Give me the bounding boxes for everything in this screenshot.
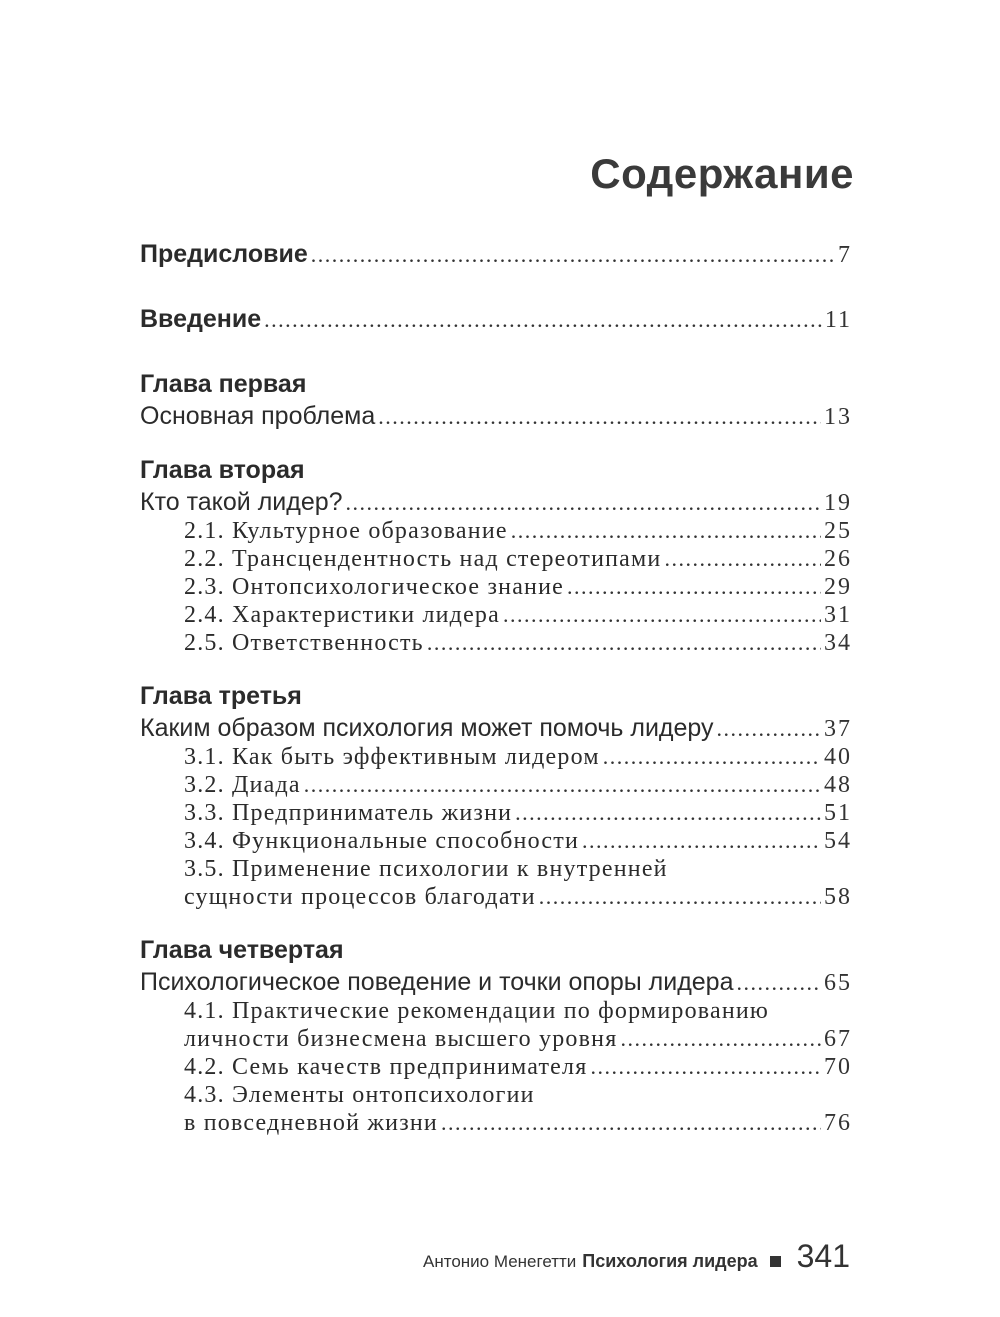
dot-leader (304, 772, 821, 798)
toc-subentry-first-line: 4.3. Элементы онтопсихологии (184, 1082, 535, 1108)
toc-entry-chapter[interactable] (140, 968, 852, 997)
toc-page-number: 40 (824, 744, 852, 770)
dot-leader (346, 490, 821, 516)
toc-page-number: 70 (824, 1054, 852, 1080)
dot-leader (515, 800, 821, 826)
dot-leader (664, 546, 821, 572)
toc-page-number: 19 (824, 490, 852, 516)
toc-page-number: 58 (824, 884, 852, 910)
toc-page-number: 76 (824, 1110, 852, 1136)
toc-entry-label: 3.1. Как быть эффективным лидером (184, 744, 600, 770)
square-bullet-icon (770, 1256, 781, 1267)
toc-subentry[interactable] (184, 546, 852, 573)
toc-entry-label: Основная проблема (140, 402, 376, 430)
toc-subentry[interactable] (184, 1110, 852, 1137)
toc-page-number: 65 (824, 970, 852, 996)
toc-entry-chapter[interactable] (140, 714, 852, 743)
toc-entry-label: 2.5. Ответственность (184, 630, 424, 656)
toc-entry-chapter[interactable] (140, 488, 852, 517)
toc-subentry[interactable] (184, 1026, 852, 1053)
toc-entry-label: Психологическое поведение и точки опоры лидера (140, 968, 734, 996)
dot-leader (717, 716, 821, 742)
toc-page-number: 51 (824, 800, 852, 826)
page-footer (423, 1238, 850, 1275)
toc-entry-intro[interactable] (140, 305, 852, 334)
chapter-heading: Глава вторая (140, 456, 305, 484)
toc-subentry[interactable] (184, 828, 852, 855)
dot-leader (590, 1054, 821, 1080)
dot-leader (441, 1110, 821, 1136)
dot-leader (539, 884, 821, 910)
dot-leader (511, 518, 821, 544)
chapter-heading: Глава четвертая (140, 936, 344, 964)
dot-leader (582, 828, 821, 854)
toc-subentry[interactable] (184, 630, 852, 657)
toc-subentry[interactable] (184, 574, 852, 601)
toc-entry-label: 3.4. Функциональные способности (184, 828, 579, 854)
dot-leader (264, 307, 822, 333)
toc-entry-label: 2.1. Культурное образование (184, 518, 508, 544)
toc-page-number: 26 (824, 546, 852, 572)
toc-subentry[interactable] (184, 1054, 852, 1081)
toc-page-number: 37 (824, 716, 852, 742)
dot-leader (737, 970, 822, 996)
toc-subentry[interactable] (184, 602, 852, 629)
toc-subentry-first-line: 3.5. Применение психологии к внутренней (184, 856, 668, 882)
toc-entry-chapter[interactable] (140, 402, 852, 431)
toc-subentry[interactable] (184, 800, 852, 827)
toc-entry-label: Предисловие (140, 240, 308, 268)
toc-page-number: 25 (824, 518, 852, 544)
footer-page-number: 341 (796, 1238, 850, 1274)
dot-leader (427, 630, 821, 656)
toc-entry-label: 3.2. Диада (184, 772, 301, 798)
toc-page-number: 34 (824, 630, 852, 656)
toc-subentry[interactable] (184, 744, 852, 771)
dot-leader (620, 1026, 821, 1052)
chapter-heading: Глава первая (140, 370, 307, 398)
chapter-heading: Глава третья (140, 682, 302, 710)
footer-author: Антонио Менегетти (423, 1252, 577, 1271)
dot-leader (567, 574, 821, 600)
toc-page-number: 11 (824, 307, 852, 333)
dot-leader (311, 242, 835, 268)
dot-leader (603, 744, 821, 770)
toc-page-number: 7 (838, 242, 852, 268)
toc-page-number: 54 (824, 828, 852, 854)
toc-subentry[interactable] (184, 518, 852, 545)
page-title: Содержание (590, 150, 854, 197)
toc-page-number: 29 (824, 574, 852, 600)
toc-entry-label: Каким образом психология может помочь лидеру (140, 714, 714, 742)
toc-entry-label: 2.2. Трансцендентность над стереотипами (184, 546, 662, 572)
toc-entry-label: 2.4. Характеристики лидера (184, 602, 500, 628)
toc-entry-label: Кто такой лидер? (140, 488, 343, 516)
toc-entry-preface[interactable] (140, 240, 852, 269)
toc-page-number: 13 (824, 404, 852, 430)
toc-subentry[interactable] (184, 772, 852, 799)
toc-entry-label: Введение (140, 305, 262, 333)
toc-entry-label: сущности процессов благодати (184, 884, 536, 910)
toc-page-number: 48 (824, 772, 852, 798)
toc-page-number: 67 (824, 1026, 852, 1052)
toc-entry-label: личности бизнесмена высшего уровня (184, 1026, 618, 1052)
toc-page-number: 31 (824, 602, 852, 628)
toc-subentry[interactable] (184, 884, 852, 911)
dot-leader (378, 404, 821, 430)
toc-entry-label: 4.2. Семь качеств предпринимателя (184, 1054, 588, 1080)
dot-leader (503, 602, 821, 628)
toc-entry-label: в повседневной жизни (184, 1110, 438, 1136)
toc-entry-label: 2.3. Онтопсихологическое знание (184, 574, 564, 600)
footer-book-title: Психология лидера (582, 1251, 758, 1271)
toc-subentry-first-line: 4.1. Практические рекомендации по формированию (184, 998, 770, 1024)
toc-entry-label: 3.3. Предприниматель жизни (184, 800, 513, 826)
